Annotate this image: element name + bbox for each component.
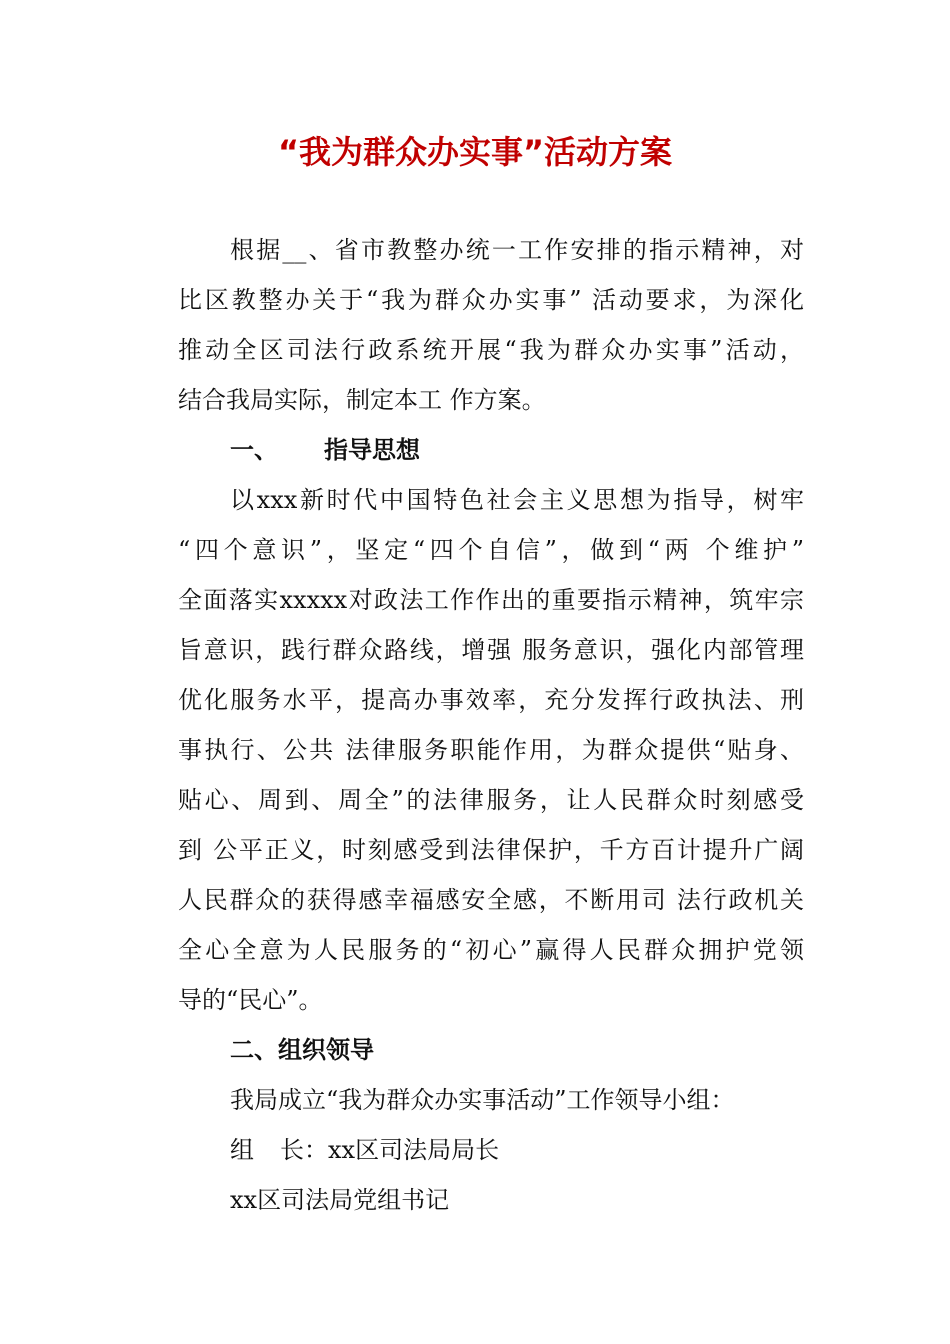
intro-line-3: 推动全区司法行政系统开展“我为群众办实事”活动， [178, 336, 804, 364]
section-2-heading: 二、组织领导 [230, 1036, 374, 1064]
section-1-title: 指导思想 [324, 436, 420, 464]
leader-label-b: 长：xx区司法局局长 [280, 1136, 500, 1164]
section-1-line: 到 公平正义，时刻感受到法律保护，千方百计提升广阔 [178, 836, 804, 864]
document-title: “我为群众办实事”活动方案 [277, 133, 673, 171]
section-1-number: 一、 [230, 436, 278, 464]
leader-label-a: 组 [230, 1136, 254, 1164]
section-1-line: 导的“民心”。 [178, 986, 323, 1014]
member-line: xx区司法局党组书记 [230, 1186, 450, 1214]
section-1-line: 全心全意为人民服务的“初心”赢得人民群众拥护党领 [178, 936, 804, 964]
section-1-line: 事执行、公共 法律服务职能作用，为群众提供“贴身、 [178, 736, 804, 764]
section-1-line: 优化服务水平，提高办事效率，充分发挥行政执法、刑 [178, 686, 804, 714]
section-1-line: 人民群众的获得感幸福感安全感，不断用司 法行政机关 [178, 886, 804, 914]
section-1-line: “四个意识”，坚定“四个自信”，做到“两 个维护” [178, 536, 804, 564]
intro-line-2: 比区教整办关于“我为群众办实事” 活动要求，为深化 [178, 286, 804, 314]
section-1-line: 全面落实xxxxx对政法工作作出的重要指示精神，筑牢宗 [178, 586, 804, 614]
intro-line-1: 根据__、省市教整办统一工作安排的指示精神，对 [230, 236, 804, 264]
section-1-line: 以xxx新时代中国特色社会主义思想为指导，树牢 [230, 486, 804, 514]
section-1-heading [230, 432, 870, 468]
leader-line [230, 1132, 870, 1168]
intro-line-4: 结合我局实际，制定本工 作方案。 [178, 386, 546, 414]
section-1-line: 贴心、周到、周全”的法律服务，让人民群众时刻感受 [178, 786, 804, 814]
section-2-line: 我局成立“我为群众办实事活动”工作领导小组： [230, 1086, 735, 1114]
section-1-line: 旨意识，践行群众路线，增强 服务意识，强化内部管理 [178, 636, 804, 664]
